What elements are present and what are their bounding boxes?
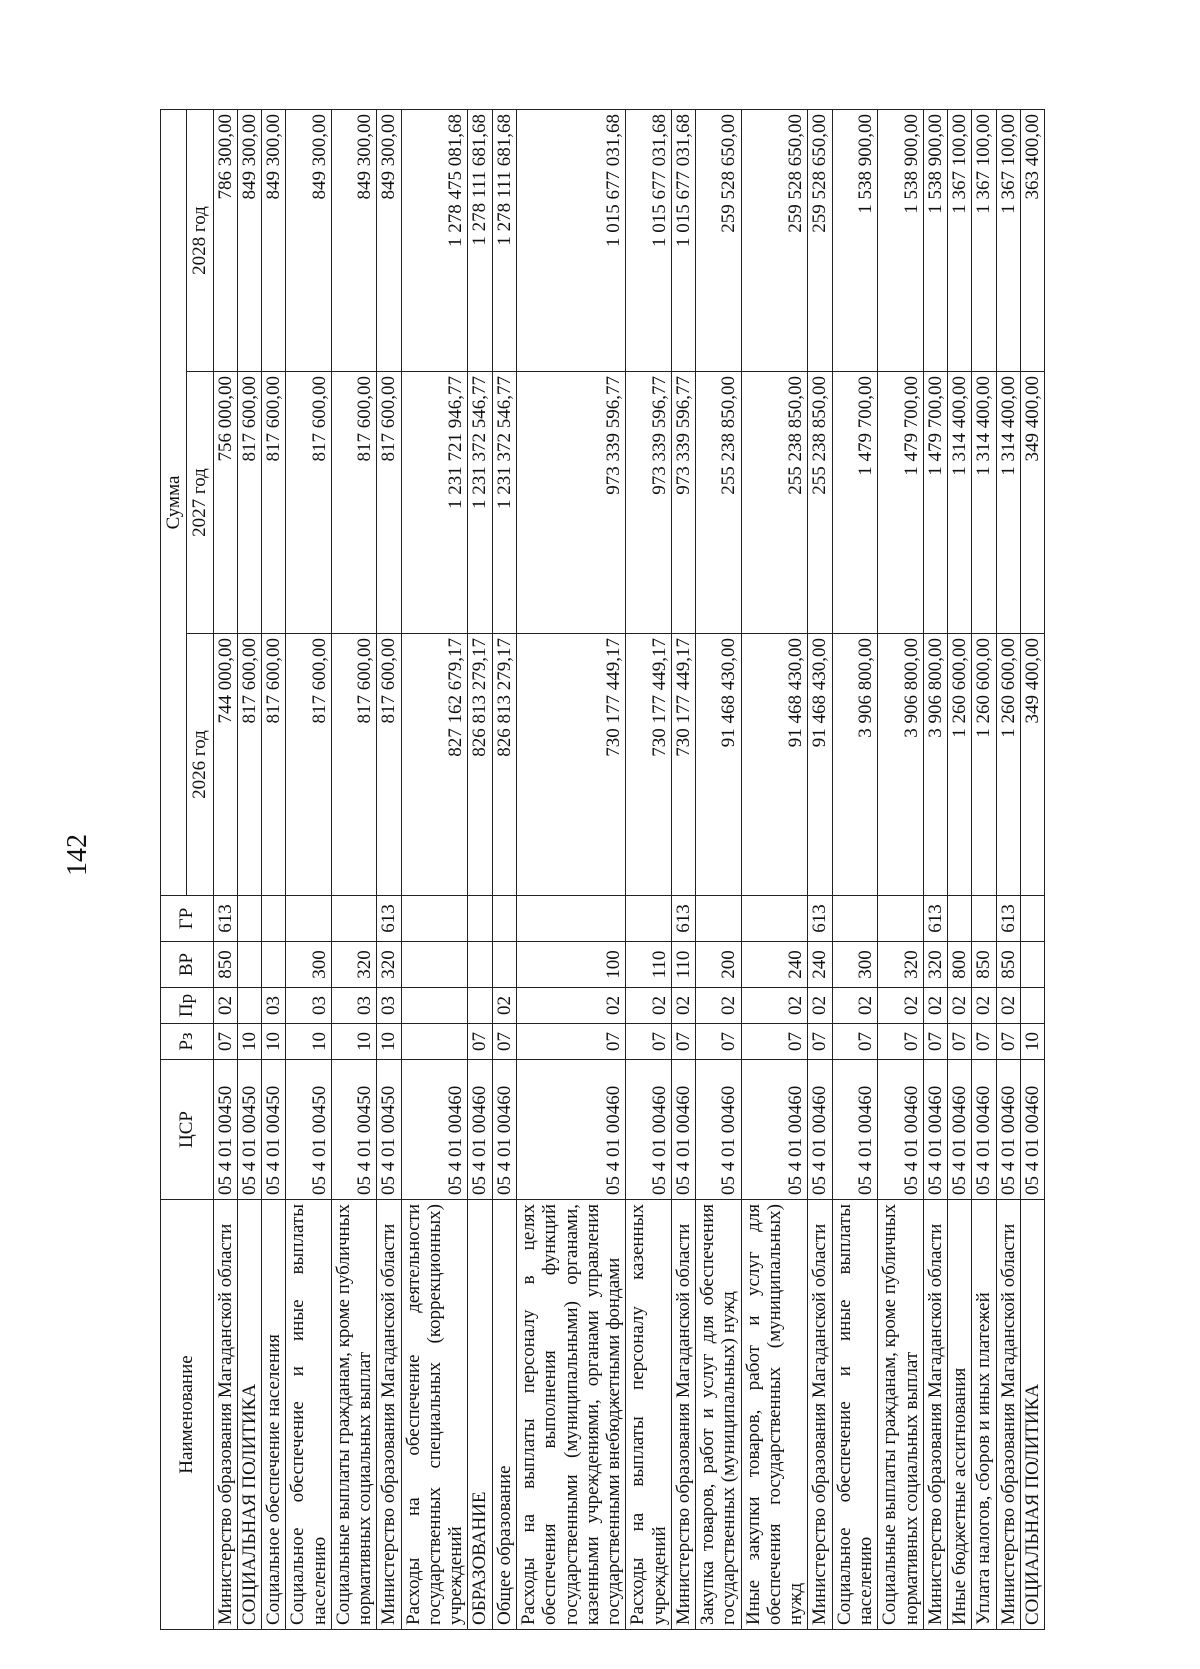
cell-vr: 850 — [213, 942, 237, 988]
cell-vr: 300 — [832, 942, 878, 988]
cell-pr — [401, 988, 468, 1024]
cell-gr: 613 — [213, 896, 237, 942]
cell-2028: 259 528 650,00 — [741, 109, 808, 371]
header-sum: Сумма — [161, 109, 187, 895]
table-row — [923, 109, 947, 1629]
cell-vr: 300 — [286, 942, 332, 988]
cell-gr — [948, 896, 972, 942]
cell-2027: 817 600,00 — [377, 372, 401, 634]
cell-2026: 3 906 800,00 — [878, 634, 924, 896]
cell-2027: 973 339 596,77 — [671, 372, 695, 634]
cell-csr: 05 4 01 00450 — [331, 1060, 377, 1200]
cell-vr — [468, 942, 492, 988]
cell-csr: 05 4 01 00450 — [262, 1060, 286, 1200]
table-row — [262, 109, 286, 1629]
table-row — [878, 109, 924, 1629]
cell-csr: 05 4 01 00460 — [741, 1060, 808, 1200]
cell-name: Социальное обеспечение населения — [262, 1200, 286, 1630]
cell-name: Министерство образования Магаданской области — [808, 1200, 832, 1630]
cell-pr: 02 — [671, 988, 695, 1024]
cell-pr: 02 — [808, 988, 832, 1024]
cell-name: Социальное обеспечение и иные выплаты населению — [286, 1200, 332, 1630]
cell-2026: 827 162 679,17 — [401, 634, 468, 896]
cell-2027: 255 238 850,00 — [696, 372, 742, 634]
cell-csr: 05 4 01 00460 — [468, 1060, 492, 1200]
cell-2026: 817 600,00 — [237, 634, 261, 896]
cell-2028: 1 538 900,00 — [878, 109, 924, 371]
table-row — [401, 109, 468, 1629]
cell-pr: 02 — [626, 988, 672, 1024]
cell-gr — [492, 896, 516, 942]
cell-pr — [237, 988, 261, 1024]
header-name: Наименование — [161, 1200, 214, 1630]
cell-2027: 1 231 372 546,77 — [492, 372, 516, 634]
table-row — [832, 109, 878, 1629]
table-row — [468, 109, 492, 1629]
cell-2027: 1 231 372 546,77 — [468, 372, 492, 634]
cell-2026: 3 906 800,00 — [832, 634, 878, 896]
cell-gr — [832, 896, 878, 942]
cell-csr: 05 4 01 00460 — [878, 1060, 924, 1200]
table-row — [377, 109, 401, 1629]
cell-vr: 240 — [808, 942, 832, 988]
cell-2027: 1 479 700,00 — [832, 372, 878, 634]
cell-2028: 1 278 475 081,68 — [401, 109, 468, 371]
cell-name: Расходы на выплаты персоналу в целях обеспечения выполнения функций государственными (муниципальными) органами, казенными учреждениями, органами управления государственными внебюджетными фондами — [516, 1200, 625, 1630]
table-row — [237, 109, 261, 1629]
cell-2026: 91 468 430,00 — [741, 634, 808, 896]
cell-rz: 07 — [948, 1024, 972, 1060]
cell-2027: 973 339 596,77 — [516, 372, 625, 634]
cell-csr: 05 4 01 00460 — [948, 1060, 972, 1200]
table-row — [516, 109, 625, 1629]
cell-gr — [878, 896, 924, 942]
cell-gr: 613 — [377, 896, 401, 942]
cell-vr: 800 — [948, 942, 972, 988]
cell-2027: 1 231 721 946,77 — [401, 372, 468, 634]
cell-2028: 1 015 677 031,68 — [516, 109, 625, 371]
cell-2026: 744 000,00 — [213, 634, 237, 896]
cell-csr: 05 4 01 00460 — [1020, 1060, 1044, 1200]
cell-2026: 817 600,00 — [331, 634, 377, 896]
cell-vr: 320 — [331, 942, 377, 988]
cell-2028: 849 300,00 — [237, 109, 261, 371]
cell-name: Социальные выплаты гражданам, кроме публичных нормативных социальных выплат — [331, 1200, 377, 1630]
cell-rz: 07 — [213, 1024, 237, 1060]
cell-2028: 849 300,00 — [377, 109, 401, 371]
cell-gr: 613 — [923, 896, 947, 942]
cell-2028: 1 278 111 681,68 — [492, 109, 516, 371]
cell-rz: 07 — [696, 1024, 742, 1060]
cell-pr: 02 — [696, 988, 742, 1024]
cell-2026: 1 260 600,00 — [948, 634, 972, 896]
header-gr: ГР — [161, 896, 214, 942]
cell-2027: 1 314 400,00 — [972, 372, 996, 634]
cell-rz: 07 — [468, 1024, 492, 1060]
table-row — [741, 109, 808, 1629]
cell-gr — [1020, 896, 1044, 942]
cell-2028: 849 300,00 — [262, 109, 286, 371]
table-row — [492, 109, 516, 1629]
cell-gr — [972, 896, 996, 942]
cell-name: Министерство образования Магаданской области — [213, 1200, 237, 1630]
cell-gr: 613 — [996, 896, 1020, 942]
cell-rz: 10 — [237, 1024, 261, 1060]
cell-2026: 730 177 449,17 — [626, 634, 672, 896]
cell-rz: 07 — [972, 1024, 996, 1060]
cell-2027: 255 238 850,00 — [741, 372, 808, 634]
cell-2026: 826 813 279,17 — [468, 634, 492, 896]
cell-2026: 817 600,00 — [286, 634, 332, 896]
cell-vr: 100 — [516, 942, 625, 988]
cell-gr — [468, 896, 492, 942]
cell-gr — [696, 896, 742, 942]
cell-2027: 817 600,00 — [331, 372, 377, 634]
cell-name: ОБРАЗОВАНИЕ — [468, 1200, 492, 1630]
cell-gr — [286, 896, 332, 942]
cell-csr: 05 4 01 00460 — [972, 1060, 996, 1200]
cell-csr: 05 4 01 00450 — [377, 1060, 401, 1200]
cell-2026: 3 906 800,00 — [923, 634, 947, 896]
cell-pr: 03 — [286, 988, 332, 1024]
cell-2026: 349 400,00 — [1020, 634, 1044, 896]
cell-name: Общее образование — [492, 1200, 516, 1630]
cell-csr: 05 4 01 00460 — [996, 1060, 1020, 1200]
cell-pr: 03 — [331, 988, 377, 1024]
cell-name: СОЦИАЛЬНАЯ ПОЛИТИКА — [1020, 1200, 1044, 1630]
cell-rz: 07 — [492, 1024, 516, 1060]
table-row — [696, 109, 742, 1629]
cell-vr — [401, 942, 468, 988]
cell-vr — [492, 942, 516, 988]
cell-2028: 363 400,00 — [1020, 109, 1044, 371]
cell-2027: 255 238 850,00 — [808, 372, 832, 634]
cell-2026: 817 600,00 — [262, 634, 286, 896]
table-body — [213, 109, 1045, 1629]
cell-name: Министерство образования Магаданской области — [671, 1200, 695, 1630]
cell-csr: 05 4 01 00460 — [516, 1060, 625, 1200]
cell-csr: 05 4 01 00450 — [286, 1060, 332, 1200]
cell-gr — [741, 896, 808, 942]
cell-gr: 613 — [671, 896, 695, 942]
table-row — [948, 109, 972, 1629]
cell-vr: 320 — [923, 942, 947, 988]
rotated-table-container — [160, 110, 1160, 1630]
cell-name: Социальные выплаты гражданам, кроме публичных нормативных социальных выплат — [878, 1200, 924, 1630]
cell-vr: 110 — [626, 942, 672, 988]
cell-2028: 259 528 650,00 — [696, 109, 742, 371]
cell-rz — [401, 1024, 468, 1060]
cell-2026: 1 260 600,00 — [972, 634, 996, 896]
header-year-2026: 2026 год — [187, 634, 213, 896]
cell-2027: 817 600,00 — [262, 372, 286, 634]
cell-name: Закупка товаров, работ и услуг для обеспечения государственных (муниципальных) нужд — [696, 1200, 742, 1630]
cell-2026: 91 468 430,00 — [808, 634, 832, 896]
cell-rz: 10 — [331, 1024, 377, 1060]
cell-2027: 817 600,00 — [237, 372, 261, 634]
cell-pr: 03 — [262, 988, 286, 1024]
cell-rz: 07 — [878, 1024, 924, 1060]
cell-vr: 110 — [671, 942, 695, 988]
cell-2028: 1 278 111 681,68 — [468, 109, 492, 371]
cell-2028: 1 538 900,00 — [832, 109, 878, 371]
header-csr: ЦСР — [161, 1060, 214, 1200]
cell-2027: 349 400,00 — [1020, 372, 1044, 634]
cell-csr: 05 4 01 00460 — [401, 1060, 468, 1200]
cell-pr: 02 — [878, 988, 924, 1024]
cell-pr: 03 — [377, 988, 401, 1024]
cell-name: Расходы на выплаты персоналу казенных учреждений — [626, 1200, 672, 1630]
cell-2028: 259 528 650,00 — [808, 109, 832, 371]
table-row — [972, 109, 996, 1629]
cell-rz: 10 — [286, 1024, 332, 1060]
cell-name: Социальное обеспечение и иные выплаты населению — [832, 1200, 878, 1630]
cell-rz: 07 — [741, 1024, 808, 1060]
cell-vr: 240 — [741, 942, 808, 988]
cell-2026: 730 177 449,17 — [516, 634, 625, 896]
cell-2026: 91 468 430,00 — [696, 634, 742, 896]
cell-pr — [1020, 988, 1044, 1024]
page-number: 142 — [62, 834, 93, 876]
cell-csr: 05 4 01 00460 — [923, 1060, 947, 1200]
cell-name: Расходы на обеспечение деятельности государственных специальных (коррекционных) учреждений — [401, 1200, 468, 1630]
cell-rz: 10 — [377, 1024, 401, 1060]
cell-2028: 1 367 100,00 — [948, 109, 972, 371]
cell-vr — [237, 942, 261, 988]
cell-csr: 05 4 01 00460 — [492, 1060, 516, 1200]
cell-pr: 02 — [948, 988, 972, 1024]
cell-gr — [516, 896, 625, 942]
cell-2027: 756 000,00 — [213, 372, 237, 634]
table-row — [808, 109, 832, 1629]
header-year-2028: 2028 год — [187, 109, 213, 371]
cell-name: Министерство образования Магаданской области — [377, 1200, 401, 1630]
cell-rz: 07 — [626, 1024, 672, 1060]
cell-rz: 07 — [516, 1024, 625, 1060]
cell-gr — [262, 896, 286, 942]
cell-gr: 613 — [808, 896, 832, 942]
table-header-row — [161, 109, 187, 1629]
cell-pr: 02 — [213, 988, 237, 1024]
cell-2028: 849 300,00 — [286, 109, 332, 371]
cell-pr: 02 — [996, 988, 1020, 1024]
cell-pr — [468, 988, 492, 1024]
cell-rz: 10 — [1020, 1024, 1044, 1060]
cell-pr: 02 — [516, 988, 625, 1024]
cell-csr: 05 4 01 00460 — [808, 1060, 832, 1200]
cell-name: Иные бюджетные ассигнования — [948, 1200, 972, 1630]
budget-table — [160, 109, 1045, 1630]
cell-2026: 1 260 600,00 — [996, 634, 1020, 896]
cell-2027: 1 479 700,00 — [923, 372, 947, 634]
header-vr: ВР — [161, 942, 214, 988]
cell-2028: 1 015 677 031,68 — [671, 109, 695, 371]
cell-vr — [1020, 942, 1044, 988]
cell-2026: 730 177 449,17 — [671, 634, 695, 896]
cell-name: Иные закупки товаров, работ и услуг для обеспечения государственных (муниципальных) нужд — [741, 1200, 808, 1630]
header-rz: Рз — [161, 1024, 214, 1060]
cell-rz: 07 — [923, 1024, 947, 1060]
cell-vr — [262, 942, 286, 988]
cell-2028: 1 538 900,00 — [923, 109, 947, 371]
cell-2028: 1 367 100,00 — [972, 109, 996, 371]
header-pr: Пр — [161, 988, 214, 1024]
table-row — [331, 109, 377, 1629]
cell-csr: 05 4 01 00460 — [626, 1060, 672, 1200]
cell-csr: 05 4 01 00450 — [213, 1060, 237, 1200]
cell-2027: 817 600,00 — [286, 372, 332, 634]
cell-2026: 817 600,00 — [377, 634, 401, 896]
cell-gr — [237, 896, 261, 942]
cell-name: Уплата налогов, сборов и иных платежей — [972, 1200, 996, 1630]
cell-rz: 07 — [996, 1024, 1020, 1060]
cell-rz: 07 — [808, 1024, 832, 1060]
cell-name: СОЦИАЛЬНАЯ ПОЛИТИКА — [237, 1200, 261, 1630]
cell-name: Министерство образования Магаданской области — [996, 1200, 1020, 1630]
cell-vr: 200 — [696, 942, 742, 988]
table-row — [213, 109, 237, 1629]
cell-rz: 07 — [671, 1024, 695, 1060]
cell-vr: 320 — [878, 942, 924, 988]
table-row — [1020, 109, 1044, 1629]
cell-gr — [626, 896, 672, 942]
cell-2028: 786 300,00 — [213, 109, 237, 371]
cell-2027: 1 314 400,00 — [948, 372, 972, 634]
table-row — [996, 109, 1020, 1629]
cell-2028: 1 367 100,00 — [996, 109, 1020, 371]
table-row — [671, 109, 695, 1629]
cell-2028: 1 015 677 031,68 — [626, 109, 672, 371]
cell-rz: 10 — [262, 1024, 286, 1060]
cell-2027: 1 314 400,00 — [996, 372, 1020, 634]
cell-vr: 850 — [972, 942, 996, 988]
cell-2027: 1 479 700,00 — [878, 372, 924, 634]
cell-pr: 02 — [923, 988, 947, 1024]
cell-pr: 02 — [492, 988, 516, 1024]
cell-pr: 02 — [832, 988, 878, 1024]
cell-name: Министерство образования Магаданской области — [923, 1200, 947, 1630]
cell-rz: 07 — [832, 1024, 878, 1060]
table-row — [626, 109, 672, 1629]
cell-pr: 02 — [972, 988, 996, 1024]
cell-2028: 849 300,00 — [331, 109, 377, 371]
cell-csr: 05 4 01 00460 — [832, 1060, 878, 1200]
cell-vr: 320 — [377, 942, 401, 988]
cell-gr — [401, 896, 468, 942]
cell-gr — [331, 896, 377, 942]
cell-vr: 850 — [996, 942, 1020, 988]
cell-csr: 05 4 01 00450 — [237, 1060, 261, 1200]
cell-2026: 826 813 279,17 — [492, 634, 516, 896]
table-row — [286, 109, 332, 1629]
cell-csr: 05 4 01 00460 — [671, 1060, 695, 1200]
header-year-2027: 2027 год — [187, 372, 213, 634]
cell-csr: 05 4 01 00460 — [696, 1060, 742, 1200]
cell-2027: 973 339 596,77 — [626, 372, 672, 634]
cell-pr: 02 — [741, 988, 808, 1024]
